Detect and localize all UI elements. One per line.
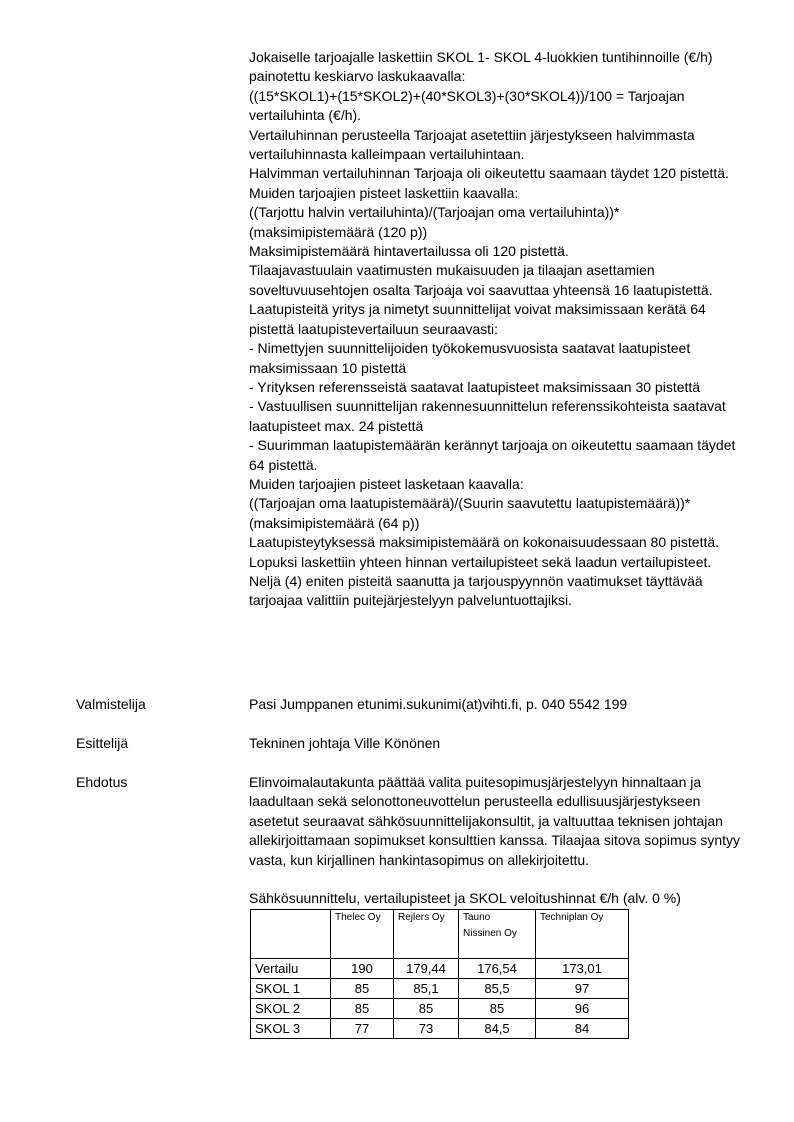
table-cell: 176,54 [459, 959, 536, 979]
paragraph: - Nimettyjen suunnittelijoiden työkokemusvuosista saatavat laatupisteet maksimissaan 10 pistettä [249, 340, 691, 376]
paragraph: Jokaiselle tarjoajalle laskettiin SKOL 1- SKOL 4-luokkien tuntihinnoille (€/h) painotettu keskiarvo laskukaavalla: [249, 49, 713, 85]
table-header-row [251, 910, 629, 959]
table-cell: 85,5 [459, 979, 536, 999]
paragraph: Halvimman vertailuhinnan Tarjoaja oli oikeutettu saamaan täydet 120 pistettä. Muiden tarjoajien pisteet laskettiin kaavalla: [249, 165, 729, 201]
paragraph: ((Tarjoajan oma laatupistemäärä)/(Suurin saavutettu laatupistemäärä))*(maksimipistemäärä (64 p)) [249, 495, 691, 531]
paragraph: Muiden tarjoajien pisteet lasketaan kaavalla: [249, 475, 524, 492]
table-cell: 179,44 [394, 959, 459, 979]
table-row [251, 979, 629, 999]
valmistelija-value: Pasi Jumppanen etunimi.sukunimi(at)vihti.fi, p. 040 5542 199 [249, 696, 628, 712]
paragraph: Vertailuhinnan perusteella Tarjoajat asetettiin järjestykseen halvimmasta vertailuhinnasta kalleimpaan vertailuhintaan. [249, 126, 695, 163]
table-cell: 85 [331, 999, 394, 1019]
ehdotus-value: Elinvoimalautakunta päättää valita puitesopimusjärjestelyyn hinnaltaan ja laadultaan sekä selonottoneuvottelun perusteella edullisuusjärjestykseen asetetut seuraavat sähkösuunnittelijakonsultit, ja valtuuttaa teknisen johtajan allekirjoittamaan sopimukset konsulttien kanssa. Tilaajaa sitova sopimus syntyy vasta, kun kirjallinen hankintasopimus on allekirjoitettu. [249, 774, 741, 868]
table-header-cell [251, 910, 331, 959]
esittelija-label: Esittelijä [76, 735, 129, 751]
paragraph: ((15*SKOL1)+(15*SKOL2)+(40*SKOL3)+(30*SKOL4))/100 = Tarjoajan vertailuhinta (€/h). [249, 87, 685, 124]
table-cell: 173,01 [536, 959, 629, 979]
table-header-cell: Techniplan Oy [536, 910, 629, 959]
paragraph: Lopuksi laskettiin yhteen hinnan vertailupisteet sekä laadun vertailupisteet. Neljä (4) eniten pisteitä saanutta ja tarjouspyynnön vaatimukset täyttävää tarjoajaa valittiin puitejärjestelyyn palveluntuottajiksi. [249, 553, 712, 609]
table-cell: 73 [394, 1019, 459, 1039]
table-cell: 190 [331, 959, 394, 979]
table-cell: SKOL 3 [251, 1019, 331, 1039]
table-cell: SKOL 1 [251, 979, 331, 999]
paragraph: Laatupisteitä yritys ja nimetyt suunnittelijat voivat maksimissaan kerätä 64 pistettä laatupistevertailuun seuraavasti: [249, 301, 706, 337]
table-cell: 77 [331, 1019, 394, 1039]
paragraph: ((Tarjottu halvin vertailuhinta)/(Tarjoajan oma vertailuhinta))*(maksimipistemäärä (120 p)) [249, 204, 620, 240]
selection-criteria-text [249, 48, 741, 611]
valmistelija-label: Valmistelija [76, 696, 146, 712]
table-cell: 84,5 [459, 1019, 536, 1039]
table-row [251, 959, 629, 979]
table-cell: 85,1 [394, 979, 459, 999]
table-header-cell: Rejlers Oy [394, 910, 459, 959]
paragraph: - Suurimman laatupistemäärän kerännyt tarjoaja on oikeutettu saamaan täydet 64 pistettä. [249, 437, 736, 473]
table-cell: 85 [394, 999, 459, 1019]
table-cell: 85 [331, 979, 394, 999]
paragraph: - Vastuullisen suunnittelijan rakennesuunnittelun referenssikohteista saatavat laatupisteet max. 24 pistettä [249, 398, 726, 434]
table-row [251, 1019, 629, 1039]
ehdotus-label: Ehdotus [76, 774, 128, 790]
table-cell: 96 [536, 999, 629, 1019]
table-header-cell: Tauno Nissinen Oy [459, 910, 536, 959]
table-cell: 97 [536, 979, 629, 999]
paragraph: Maksimipistemäärä hintavertailussa oli 120 pistettä. [249, 243, 569, 260]
paragraph: Tilaajavastuulain vaatimusten mukaisuuden ja tilaajan asettamien soveltuvuusehtojen osalta Tarjoaja voi saavuttaa yhteensä 16 laatupistettä. [249, 262, 713, 298]
paragraph: Laatupisteytyksessä maksimipistemäärä on kokonaisuudessaan 80 pistettä. [249, 534, 720, 551]
paragraph: - Yrityksen referensseistä saatavat laatupisteet maksimissaan 30 pistettä [249, 378, 701, 395]
table-caption: Sähkösuunnittelu, vertailupisteet ja SKOL veloitushinnat €/h (alv. 0 %) [249, 890, 681, 906]
table-row [251, 999, 629, 1019]
table-cell: Vertailu [251, 959, 331, 979]
table-header-cell: Thelec Oy [331, 910, 394, 959]
esittelija-value: Tekninen johtaja Ville Könönen [249, 735, 441, 751]
table-cell: SKOL 2 [251, 999, 331, 1019]
table-cell: 84 [536, 1019, 629, 1039]
price-comparison-table [250, 909, 629, 1039]
table-cell: 85 [459, 999, 536, 1019]
